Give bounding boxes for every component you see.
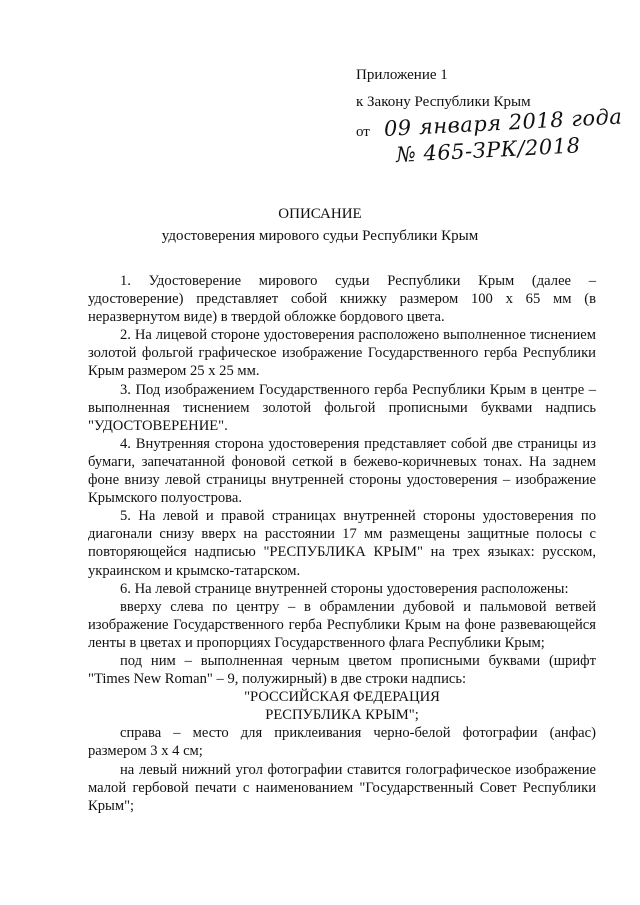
paragraph-6-item-3: справа – место для приклеивания черно-белой фотографии (анфас) размером 3 х 4 см; <box>88 725 596 760</box>
handwritten-law-number: № 465-ЗРК/2018 <box>395 133 582 167</box>
title-heading: ОПИСАНИЕ <box>278 206 362 222</box>
paragraph-1: 1. Удостоверение мирового судьи Республики Крым (далее – удостоверение) представляет собой книжку размером 100 х 65 мм (в неразвернутом виде) в твердой обложке бордового цвета. <box>88 273 596 326</box>
appendix-date-prefix: от <box>356 124 370 140</box>
paragraph-6-item-2: под ним – выполненная черным цветом прописными буквами (шрифт "Times New Roman" – 9, полужирный) в две строки надпись: <box>88 652 596 688</box>
handwritten-date: 09 января 2018 года <box>382 104 623 141</box>
paragraph-6: 6. На левой странице внутренней стороны удостоверения расположены: <box>120 580 569 597</box>
title-subheading: удостоверения мирового судьи Республики Крым <box>161 228 479 244</box>
centered-line-2: РЕСПУБЛИКА КРЫМ"; <box>265 707 419 724</box>
paragraph-5: 5. На левой и правой страницах внутренней стороны удостоверения по диагонали снизу вверх на расстоянии 17 мм размещены защитные полосы с повторяющейся надписью "РЕСПУБЛИКА КРЫМ" на трех языках: русском, украинском и крымско-татарском. <box>88 508 596 579</box>
paragraph-6-item-4: на левый нижний угол фотографии ставится голографическое изображение малой гербовой печати с наименованием "Государственный Совет Республики Крым"; <box>88 761 596 814</box>
document-body <box>88 272 596 815</box>
paragraph-4: 4. Внутренняя сторона удостоверения представляет собой две страницы из бумаги, запечатанной фоновой сеткой в бежево-коричневых тонах. На заднем фоне внизу левой страницы внутренней стороны удостоверения – изображение Крымского полуострова. <box>88 435 596 507</box>
document-title <box>0 203 640 247</box>
appendix-law-reference: к Закону Республики Крым <box>356 94 531 110</box>
paragraph-3: 3. Под изображением Государственного герба Республики Крым в центре – выполненная тиснением золотой фольгой прописными буквами надпись "УДОСТОВЕРЕНИЕ". <box>88 381 596 434</box>
paragraph-2: 2. На лицевой стороне удостоверения расположено выполненное тиснением золотой фольгой графическое изображение Государственного герба Республики Крым размером 25 х 25 мм. <box>88 327 596 380</box>
appendix-title: Приложение 1 <box>356 67 448 83</box>
paragraph-6-item-1: вверху слева по центру – в обрамлении дубовой и пальмовой ветвей изображение Государственного герба Республики Крым на фоне развевающейся ленты в цветах и пропорциях Государственного флага Республики Крым; <box>88 598 596 651</box>
appendix-block <box>356 62 626 167</box>
centered-line-1: "РОССИЙСКАЯ ФЕДЕРАЦИЯ <box>244 689 440 706</box>
